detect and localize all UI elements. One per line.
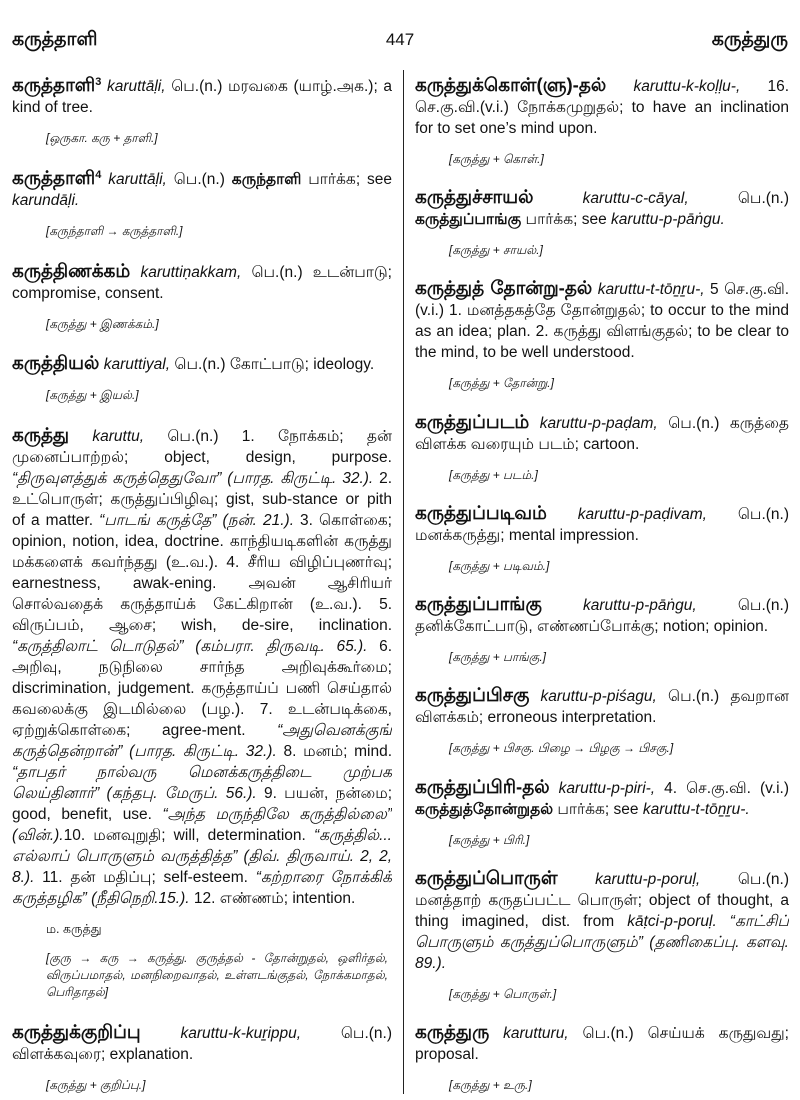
etymology: [கருத்து + பாங்கு.] [449,650,547,665]
headword: கருத்துச்சாயல் [415,186,534,208]
transliteration: karuttu-k-koḷḷu-, [633,78,741,95]
etymology: [கருத்து + பிசகு. பிழை → பிழகு → பிசகு.] [449,741,674,756]
dictionary-entry [415,186,789,259]
italic-text: “அந்த மருந்திலே கருத்தில்லை” (வின்.). [12,806,392,845]
etymology: [கருத்து + பிரி.] [449,832,530,847]
italic-text: karuttu-t-tōṉṟu-. [642,800,750,818]
transliteration: karuttu, [92,428,145,446]
etymology: [கருத்து + படிவம்.] [449,558,550,573]
transliteration: karuttu-p-piri-, [558,779,656,797]
italic-text: “அதுவெனக்குங் கருத்தென்றான்” (பாரத. கிருட்டி. 32.). [12,722,392,761]
transliteration: karuttu-p-paḍam, [539,414,658,432]
italic-text: “கற்றாரை நோக்கிக் கருத்தழிக” (நீதிநெறி.15.). [12,869,392,908]
headword: கருத்துப்பாங்கு [415,593,542,615]
entry-definition [415,867,789,974]
page-number: 447 [385,30,415,49]
definition-text: 11. தன் மதிப்பு; self-esteem. [34,869,256,887]
entry-definition [415,186,789,230]
dictionary-entry [12,74,392,147]
dictionary-entry [415,684,789,757]
headword: கருத்துத் தோன்று-தல் [415,277,593,299]
definition-text: பெ.(n.) செய்யக் கருதுவது; proposal. [415,1024,789,1063]
definition-text: 4. செ.கு.வி. (v.i.) [664,779,789,797]
transliteration: karuttiyal, [103,356,171,374]
definition-text: பெ.(n.) விளக்கவுரை; explanation. [12,1024,392,1063]
etymology: [ஒருகா. கரு + தாளி.] [46,131,158,145]
entry-definition [415,502,789,546]
definition-text: பெ.(n.) கருத்தை விளக்க வரையும் படம்; cartoon. [415,414,789,453]
entry-definition [12,74,392,118]
definition-text: பெ.(n.) தனிக்கோட்பாடு, எண்ணப்போக்கு; notion; opinion. [415,597,789,636]
definition-text: 12. எண்ணம்; intention. [189,890,356,908]
entry-definition [415,776,789,820]
dictionary-entry [415,867,789,1003]
cross-reference: கருத்துப்பாங்கு [415,211,522,229]
definition-text: பார்க்க; see [521,211,612,229]
italic-text: “காட்சிப் பொருளும் கருத்துப்பொருளும்” (தணிகைப்பு. களவு. 89.). [415,912,789,972]
dictionary-entry [415,411,789,484]
transliteration: karuttāḷi, [108,170,167,188]
headword: கருத்துப்படம் [415,410,530,432]
transliteration: karuttu-c-cāyal, [582,190,689,208]
cross-reference: கருத்துத்தோன்றுதல் [415,800,554,818]
headword: கருத்துப்பொருள் [415,866,558,888]
dictionary-entry [12,1021,392,1094]
definition-text: பெ.(n.) [173,170,232,188]
etymology: [கருந்தாளி → கருத்தாளி.] [46,223,183,238]
definition-text: பெ.(n.) தவறான விளக்கம்; erroneous interpretation. [415,688,789,727]
left-column [12,74,392,1094]
homonym-number: 3 [95,75,102,88]
transliteration: karuttu-p-pāṅgu, [582,597,697,615]
definition-text: 3. கொள்கை; opinion, notion, idea, doctrine. காந்தியடிகளின் கருத்து மக்களைக் கவர்ந்தது (உ.வ.). 4. சீரிய விழிப்புணர்வு; earnestness, awak-ening. அவன் ஆசிரியர் சொல்வதைக் கருத்தாய்க் கேட்கிறான் (உ.வ.). 5. விருப்பம், ஆசை; wish, de-sire, inclination. [12,512,392,635]
running-head-last-word: கருத்துரு [711,29,788,50]
transliteration: karuttu-p-poruḷ, [595,870,701,888]
headword: கருத்தாளி [12,166,96,188]
entry-definition [415,277,789,363]
etymology: [கருத்து + கொள்.] [449,152,544,166]
definition-text: 8. மனம்; mind. [276,743,392,761]
entry-definition [415,74,789,139]
dictionary-entry [12,260,392,333]
definition-text: பெ.(n.) கோட்பாடு; ideology. [174,356,375,374]
etymology: [கருத்து + இணக்கம்.] [46,316,159,331]
definition-text: பார்க்க; see [301,170,392,188]
definition-text: பெ.(n.) மனத்தாற் கருதப்பட்ட பொருள்; object of thought, a thing imagined, dist. from [415,870,789,930]
definition-text: 10. மனவுறுதி; will, determination. [63,827,314,845]
dictionary-entry [415,502,789,575]
etymology: [குரு → கரு → கருத்து. குருத்தல் - தோன்றுதல், ஒளிர்தல், விருப்பமாதல், மனநிறைவாதல், உள்ளடங்குதல், நோக்கமாதல், பெரிதாதல்] [46,951,388,1000]
transliteration: karuttu-p-piśagu, [540,688,657,706]
etymology: [கருத்து + குறிப்பு.] [46,1077,146,1092]
headword: கருத்துரு [415,1020,490,1042]
definition-text: 5 செ.கு.வி. (v.i.) 1. மனத்தகத்தே தோன்றுதல்; to occur to the mind as an idea; plan. 2. கருத்து விளங்குதல்; to be clear to the mind, to be well understood. [415,281,789,362]
dictionary-entry [415,776,789,849]
dictionary-entry [415,1021,789,1094]
etymology: [கருத்து + தோன்று.] [449,376,554,391]
definition-text: பெ.(n.) 1. நோக்கம்; தன் முனைப்பாற்றல்; object, design, purpose. [12,428,392,467]
italic-text: “திருவுளத்துக் கருத்தெதுவோ” (பாரத. கிருட்டி. 32.). [12,470,374,488]
entry-definition [415,411,789,455]
entry-definition [12,1021,392,1065]
dictionary-entry [12,352,392,404]
entry-definition [12,260,392,304]
cognate: ம. கருத்து [46,922,102,937]
dictionary-entry [415,277,789,392]
definition-text: பெ.(n.) உடன்பாடு; compromise, consent. [12,263,392,302]
definition-text: பெ.(n.) மரவகை (யாழ்.அக.); a kind of tree. [12,78,392,116]
transliteration: karutturu, [503,1024,569,1042]
transliteration: karuttu-p-paḍivam, [577,505,707,523]
transliteration: karuttu-t-tōṉṟu-, [597,281,705,299]
definition-text: பெ.(n.) [737,190,789,208]
transliteration: karuttāḷi, [106,78,166,95]
etymology: [கருத்து + படம்.] [449,467,538,482]
entry-definition [415,593,789,637]
headword: கருத்துக்கொள்(ளு)-தல் [415,74,607,95]
dictionary-entry [415,593,789,666]
cross-reference: கருந்தாளி [231,170,302,188]
entry-definition [415,684,789,728]
definition-text: 16. செ.கு.வி.(v.i.) நோக்கமுறுதல்; to have an inclination for to set one’s mind upon. [415,78,789,137]
headword: கருத்தியல் [12,352,100,374]
entry-definition [12,167,392,211]
headword: கருத்திணக்கம் [12,259,131,281]
headword: கருத்தாளி [12,74,96,95]
right-column [415,74,789,1094]
italic-text: kāṭci-p-poruḷ. [627,912,717,930]
column-divider [403,70,404,1094]
italic-text: karundāḷi. [12,191,80,209]
entry-definition [415,1021,789,1065]
running-head-first-word: கருத்தாளி [12,29,98,50]
etymology: [கருத்து + உரு.] [449,1077,532,1092]
entry-definition [12,352,392,375]
definition-text: 2. உட்பொருள்; கருத்துப்பிழிவு; gist, sub-stance or pith of a matter. [12,470,392,530]
etymology: [கருத்து + பொருள்.] [449,986,557,1001]
definition-text: பெ.(n.) மனக்கருத்து; mental impression. [415,505,789,544]
transliteration: karuttu-k-kuṟippu, [180,1024,302,1042]
headword: கருத்துக்குறிப்பு [12,1020,141,1042]
dictionary-entry [415,74,789,168]
italic-text: “கருத்தில்... எல்லாப் பொருளும் வருத்தித்த” (திவ். திருவாய். 2, 2, 8.). [12,827,392,887]
entry-definition [12,424,392,909]
transliteration: karuttiṇakkam, [140,263,242,281]
italic-text: “தாபதர் நால்வரு மெனக்கருத்திடை முற்பக லெய்தினார்” (கந்தபு. மேருப். 56.). [12,764,392,803]
definition-text: 6. அறிவு, நடுநிலை சார்ந்த அறிவுக்கூர்மை; discrimination, judgement. கருத்தாய்ப் பணி செய்தால் கவலைக்கு இடமில்லை (பழ.). 7. உடன்படிக்கை, ஏற்றுக்கொள்கை; agree-ment. [12,638,392,740]
headword: கருத்து [12,424,70,446]
definition-text: பார்க்க; see [553,800,643,818]
dictionary-entry [12,424,392,1001]
italic-text: “பாடங் கருத்தே” (நன். 21.). [99,512,295,530]
headword: கருத்துப்பிசகு [415,684,530,706]
etymology: [கருத்து + சாயல்.] [449,243,543,258]
definition-text: 9. பயன், நன்மை; good, benefit, use. [12,785,392,824]
italic-text: karuttu-p-pāṅgu. [611,211,725,229]
headword: கருத்துப்படிவம் [415,501,547,523]
homonym-number: 4 [95,168,102,181]
italic-text: “கருத்திலாட் டொடுதல்” (கம்பரா. திருவடி. 65.). [12,638,368,656]
dictionary-entry [12,167,392,240]
etymology: [கருத்து + இயல்.] [46,388,139,403]
headword: கருத்துப்பிரி-தல் [415,775,550,797]
